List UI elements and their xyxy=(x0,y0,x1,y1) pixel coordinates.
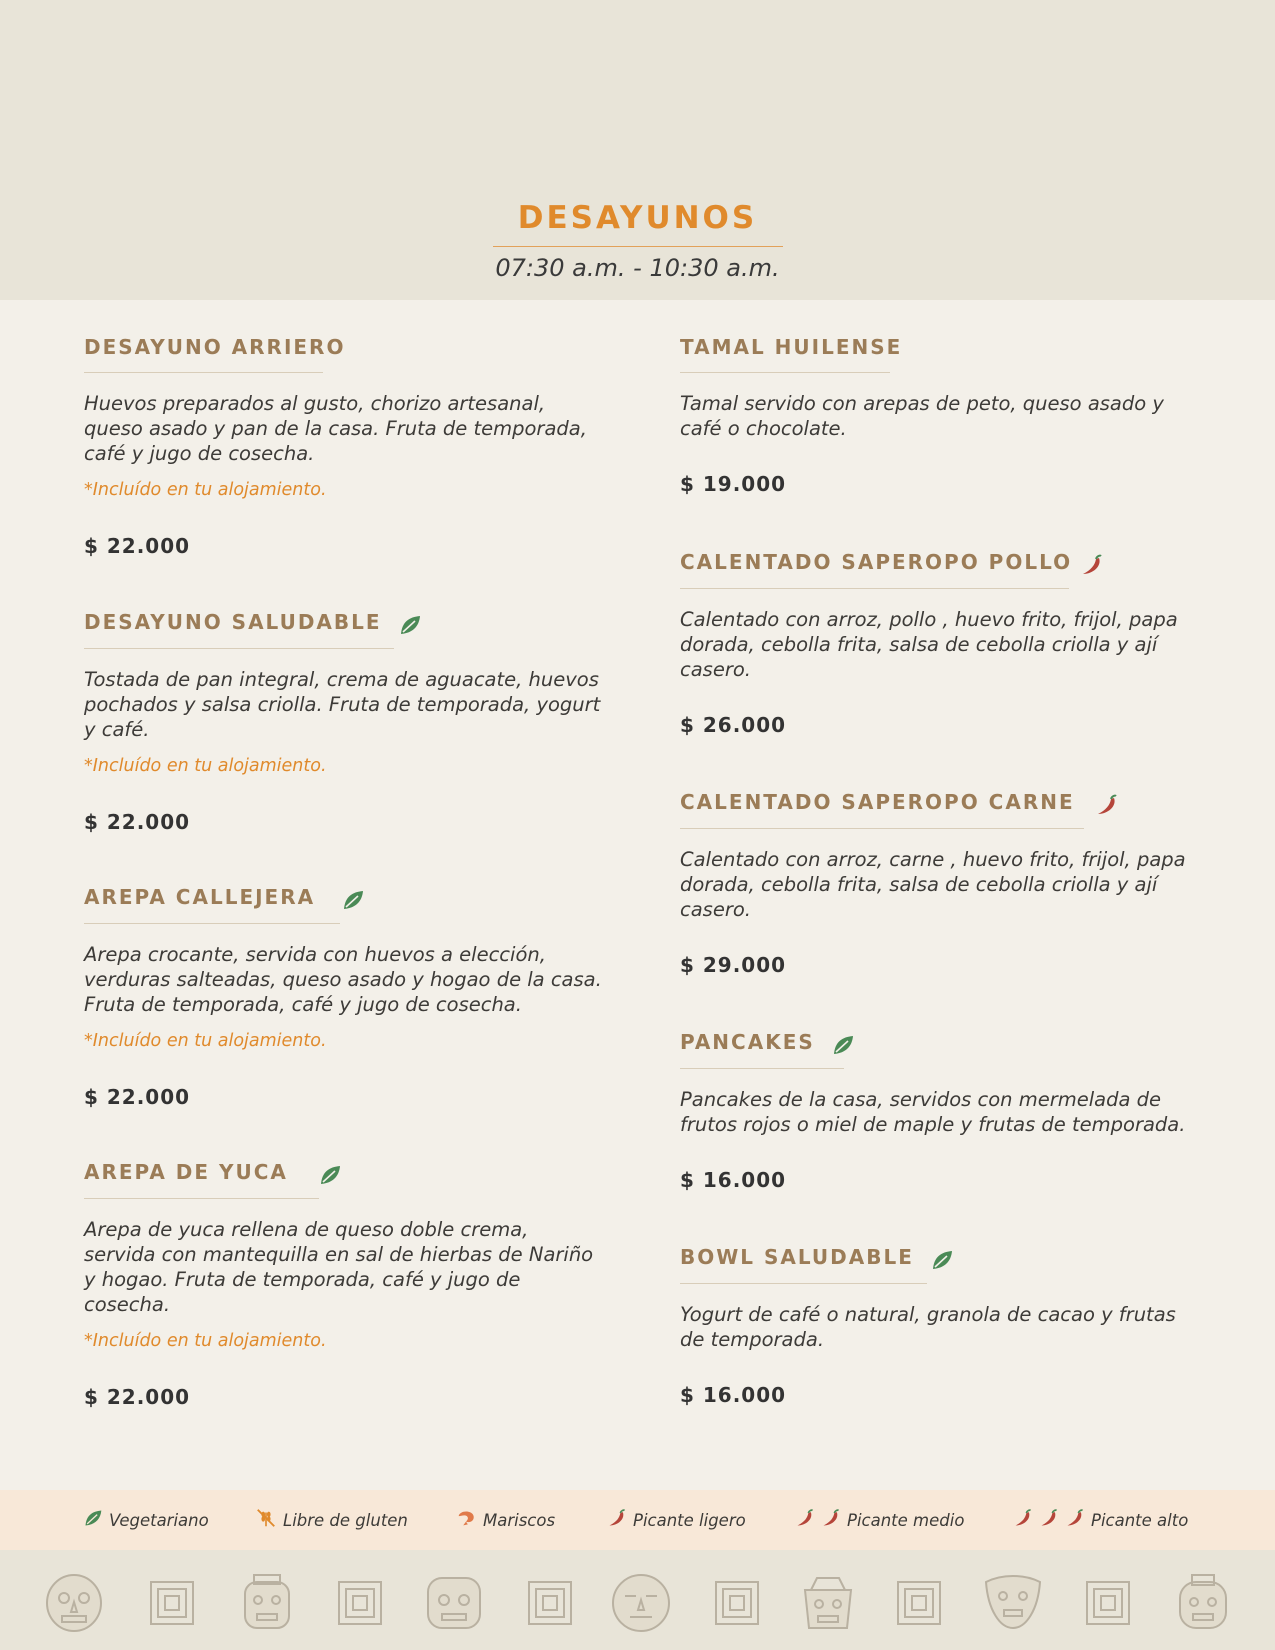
mask-icon xyxy=(423,1572,485,1634)
menu-item xyxy=(84,1158,604,1410)
item-description: Tostada de pan integral, crema de aguacate, huevos pochados y salsa criolla. Fruta de temporada, yogurt y café. xyxy=(84,667,601,741)
item-description: Calentado con arroz, carne , huevo frito, frijol, papa dorada, cebolla frita, salsa de cebolla criolla y ají casero. xyxy=(680,847,1186,921)
name-divider xyxy=(84,1198,319,1199)
greek-key-icon xyxy=(527,1580,573,1626)
included-note: *Incluído en tu alojamiento. xyxy=(84,1030,327,1051)
item-price: $ 29.000 xyxy=(680,952,787,977)
legend-hot-spicy xyxy=(1013,1508,1188,1532)
name-divider xyxy=(680,588,1069,589)
chili-icon xyxy=(1095,793,1119,817)
mask-icon xyxy=(797,1572,859,1634)
service-hours: 07:30 a.m. - 10:30 a.m. xyxy=(495,254,780,282)
item-name: DESAYUNO ARRIERO xyxy=(84,335,346,359)
name-divider xyxy=(680,1068,844,1069)
item-description: Calentado con arroz, pollo , huevo frito, frijol, papa dorada, cebolla frita, salsa de cebolla criolla y ají casero. xyxy=(680,607,1178,681)
name-divider xyxy=(680,372,890,373)
greek-key-icon xyxy=(1085,1580,1131,1626)
leaf-icon xyxy=(831,1033,855,1057)
item-price: $ 19.000 xyxy=(680,472,787,496)
name-divider xyxy=(680,1283,927,1284)
title-divider xyxy=(493,246,783,247)
legend-seafood xyxy=(455,1508,555,1532)
legend-label: Picante ligero xyxy=(633,1510,746,1530)
item-name: AREPA DE YUCA xyxy=(84,1160,288,1184)
chili-icon xyxy=(607,1508,633,1532)
mask-icon xyxy=(1172,1572,1234,1634)
name-divider xyxy=(84,648,394,649)
legend-vegetarian xyxy=(83,1508,209,1532)
item-description: Arepa de yuca rellena de queso doble crema, servida con mantequilla en sal de hierbas de Nariño y hogao. Fruta de temporada, café y jugo de cosecha. xyxy=(84,1217,594,1316)
leaf-icon xyxy=(398,613,422,637)
name-divider xyxy=(680,828,1084,829)
item-name: PANCAKES xyxy=(680,1030,815,1054)
legend-label: Mariscos xyxy=(483,1510,556,1530)
mask-icon xyxy=(236,1572,298,1634)
legend-medium-spicy xyxy=(795,1508,964,1532)
item-name: CALENTADO SAPEROPO CARNE xyxy=(680,790,1075,814)
included-note: *Incluído en tu alojamiento. xyxy=(84,480,327,500)
legend-label: Vegetariano xyxy=(109,1510,209,1530)
leaf-icon xyxy=(318,1163,342,1187)
menu-item xyxy=(680,788,1200,978)
item-price: $ 26.000 xyxy=(680,712,787,737)
menu-item xyxy=(680,333,1200,497)
legend-mild-spicy xyxy=(607,1508,746,1532)
included-note: *Incluído en tu alojamiento. xyxy=(84,1330,327,1351)
greek-key-icon xyxy=(714,1580,760,1626)
chili-icon xyxy=(1080,553,1104,577)
legend-bar xyxy=(0,1490,1275,1550)
item-description: Arepa crocante, servida con huevos a elección, verduras salteadas, queso asado y hogao de la casa. Fruta de temporada, café y jugo de cosecha. xyxy=(84,942,602,1016)
legend-label: Picante medio xyxy=(847,1510,965,1530)
item-name: BOWL SALUDABLE xyxy=(680,1245,914,1269)
item-description: Tamal servido con arepas de peto, queso asado y café o chocolate. xyxy=(680,392,1164,440)
name-divider xyxy=(84,372,323,373)
item-price: $ 22.000 xyxy=(84,1384,191,1409)
wheat-crossed-icon xyxy=(255,1507,283,1533)
greek-key-icon xyxy=(337,1580,383,1626)
item-name: AREPA CALLEJERA xyxy=(84,885,316,909)
greek-key-icon xyxy=(896,1580,942,1626)
item-description: Pancakes de la casa, servidos con mermelada de frutos rojos o miel de maple y frutas de temporada. xyxy=(680,1087,1186,1136)
legend-label: Picante alto xyxy=(1091,1510,1189,1530)
leaf-icon xyxy=(83,1508,109,1532)
item-description: Yogurt de café o natural, granola de cacao y frutas de temporada. xyxy=(680,1302,1176,1351)
item-description: Huevos preparados al gusto, chorizo artesanal, queso asado y pan de la casa. Fruta de temporada, café y jugo de cosecha. xyxy=(84,392,587,465)
item-price: $ 22.000 xyxy=(84,1084,191,1109)
shrimp-icon xyxy=(455,1507,483,1533)
decorative-footer xyxy=(0,1550,1275,1650)
item-name: TAMAL HUILENSE xyxy=(680,335,903,359)
chili-icon xyxy=(795,1508,821,1532)
item-price: $ 22.000 xyxy=(84,809,191,834)
chili-icon xyxy=(1039,1508,1065,1532)
greek-key-icon xyxy=(149,1580,195,1626)
mask-icon xyxy=(610,1572,672,1634)
menu-item xyxy=(680,548,1200,738)
mask-icon xyxy=(43,1572,105,1634)
item-name: DESAYUNO SALUDABLE xyxy=(84,610,382,634)
menu-item xyxy=(84,333,604,559)
leaf-icon xyxy=(341,888,365,912)
menu-item xyxy=(84,883,604,1110)
leaf-icon xyxy=(930,1248,954,1272)
legend-gluten-free xyxy=(255,1508,408,1532)
chili-icon xyxy=(1013,1508,1039,1532)
page-title: DESAYUNOS xyxy=(517,200,758,236)
name-divider xyxy=(84,923,340,924)
included-note: *Incluído en tu alojamiento. xyxy=(84,755,327,776)
mask-icon xyxy=(982,1572,1044,1634)
menu-item xyxy=(680,1028,1200,1193)
chili-icon xyxy=(1065,1508,1091,1532)
item-name: CALENTADO SAPEROPO POLLO xyxy=(680,550,1073,574)
legend-label: Libre de gluten xyxy=(283,1510,408,1530)
menu-item xyxy=(680,1243,1200,1408)
menu-item xyxy=(84,608,604,835)
item-price: $ 16.000 xyxy=(680,1167,787,1192)
item-price: $ 22.000 xyxy=(84,534,191,558)
chili-icon xyxy=(821,1508,847,1532)
item-price: $ 16.000 xyxy=(680,1382,787,1407)
